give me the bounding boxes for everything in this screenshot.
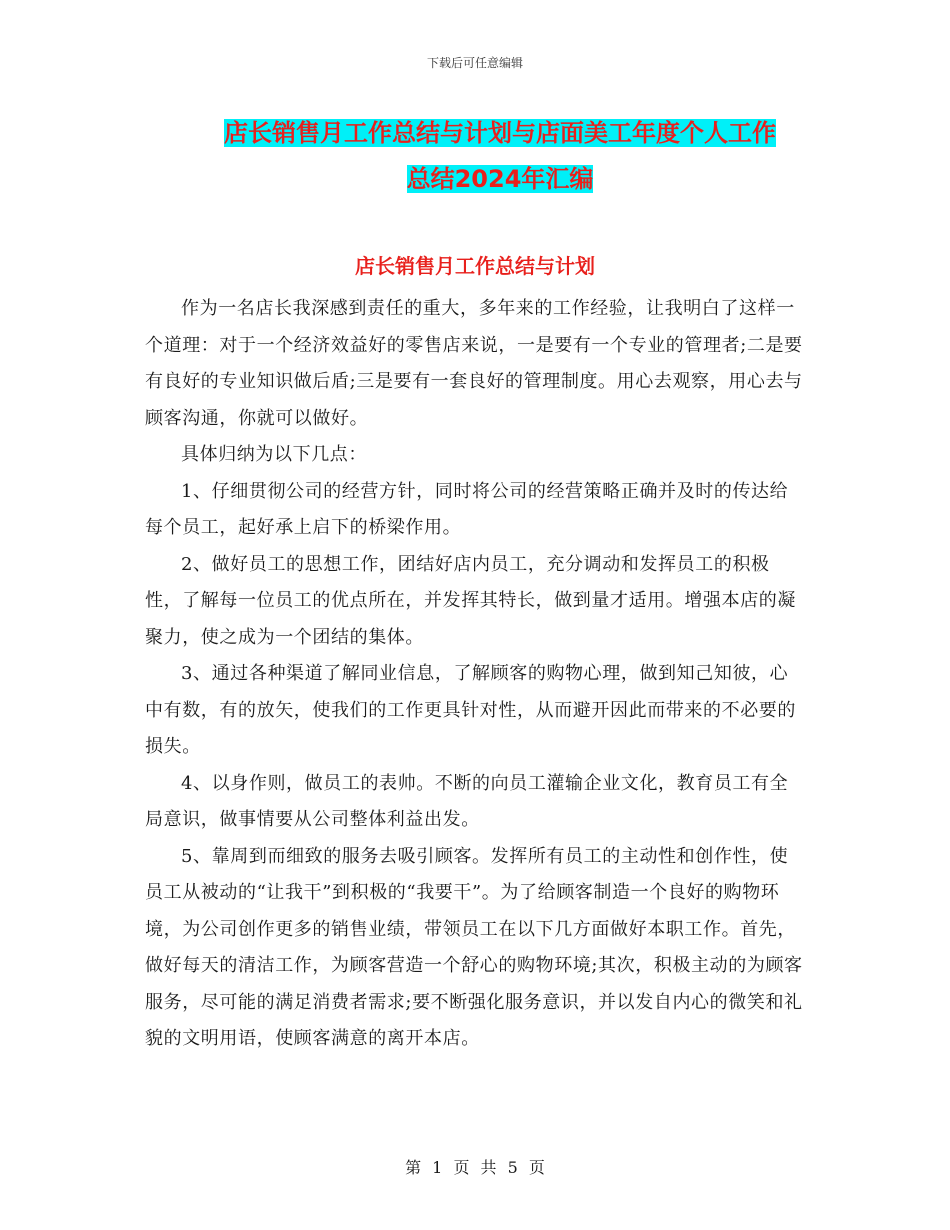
paragraph-point-4: 4、以身作则，做员工的表帅。不断的向员工灌输企业文化，教育员工有全局意识，做事情要从公司整体利益出发。: [145, 772, 789, 830]
header-note: 下载后可任意编辑: [426, 56, 523, 70]
paragraph-intro: 作为一名店长我深感到责任的重大，多年来的工作经验，让我明白了这样一个道理：对于一个经济效益好的零售店来说，一是要有一个专业的管理者;二是要有良好的专业知识做后盾;三是要有一套良好的管理制度。用心去观察，用心去与顾客沟通，你就可以做好。: [145, 298, 803, 429]
page-footer: 第 1 页 共 5 页: [405, 1158, 545, 1177]
paragraph-point-3: 3、通过各种渠道了解同业信息，了解顾客的购物心理，做到知己知彼，心中有数，有的放矢，使我们的工作更具针对性，从而避开因此而带来的不必要的损失。: [145, 663, 796, 757]
title-line-2: 总结2024年汇编: [406, 165, 594, 193]
paragraph-point-5: 5、靠周到而细致的服务去吸引顾客。发挥所有员工的主动性和创作性，使员工从被动的“让我干”到积极的“我要干”。为了给顾客制造一个良好的购物环境，为公司创作更多的销售业绩，带领员工在以下几方面做好本职工作。首先，做好每天的清洁工作，为顾客营造一个舒心的购物环境;其次，积极主动的为顾客服务，尽可能的满足消费者需求;要不断强化服务意识，并以发自内心的微笑和礼貌的文明用语，使顾客满意的离开本店。: [145, 845, 803, 1049]
paragraph-point-2: 2、做好员工的思想工作，团结好店内员工，充分调动和发挥员工的积极性，了解每一位员工的优点所在，并发挥其特长，做到量才适用。增强本店的凝聚力，使之成为一个团结的集体。: [145, 553, 796, 648]
document-title: [140, 110, 860, 202]
document-body: [145, 291, 805, 1058]
title-line-1: 店长销售月工作总结与计划与店面美工年度个人工作: [224, 119, 776, 147]
paragraph-summary-lead: 具体归纳为以下几点：: [181, 444, 367, 465]
section-title: 店长销售月工作总结与计划: [355, 254, 595, 278]
paragraph-point-1: 1、仔细贯彻公司的经营方针，同时将公司的经营策略正确并及时的传达给每个员工，起好承上启下的桥梁作用。: [145, 480, 789, 538]
